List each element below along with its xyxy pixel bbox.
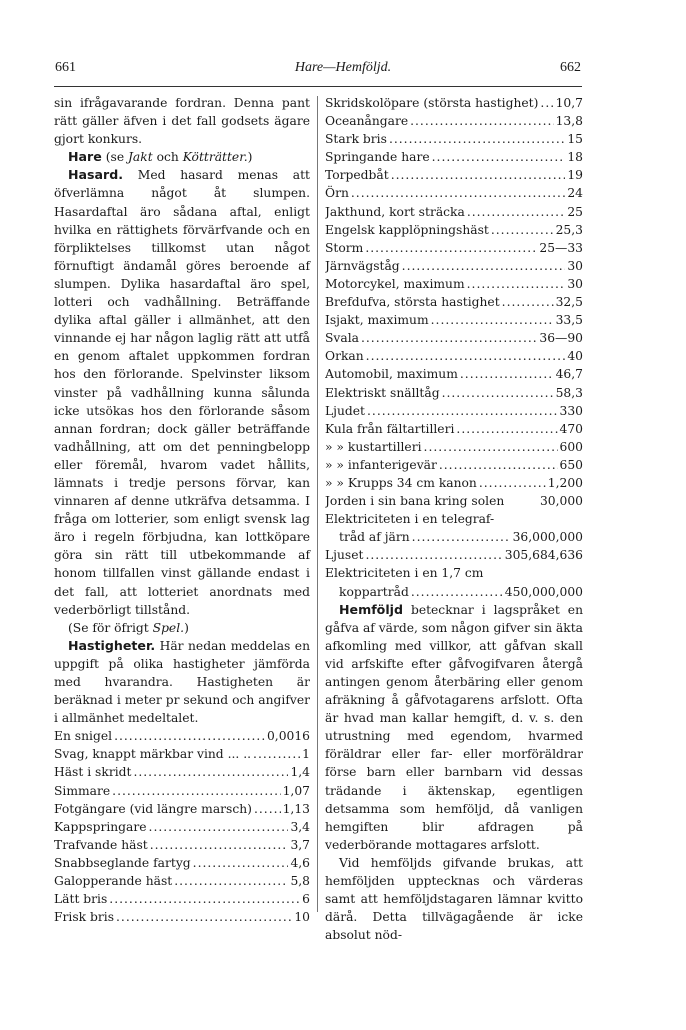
leader-dots bbox=[174, 872, 288, 890]
page-number-right: 662 bbox=[560, 60, 581, 75]
speed-value: 36—90 bbox=[539, 331, 583, 346]
speed-row bbox=[325, 112, 583, 130]
speed-label: Elektriskt snälltåg bbox=[325, 385, 440, 400]
leader-dots bbox=[365, 239, 537, 257]
leader-dots bbox=[114, 727, 265, 745]
speed-label: Ljudet bbox=[325, 403, 365, 418]
speed-row bbox=[54, 854, 310, 872]
speed-value: 46,7 bbox=[555, 367, 583, 382]
speed-label: Frisk bris bbox=[54, 910, 115, 925]
leader-dots bbox=[456, 420, 557, 438]
speed-value: 30,000 bbox=[539, 494, 583, 509]
headword-hemfoljd: Hemföljd bbox=[339, 601, 403, 617]
speed-value: 36,000,000 bbox=[512, 530, 583, 545]
speed-label: Oceanångare bbox=[325, 114, 409, 129]
speed-label: Simmare bbox=[54, 783, 111, 798]
column-divider bbox=[317, 96, 318, 912]
leader-dots bbox=[402, 257, 566, 275]
speed-label: Skridskolöpare (största hastighet) bbox=[325, 96, 539, 110]
speed-row bbox=[325, 184, 583, 202]
speed-row bbox=[325, 438, 583, 456]
hare-text: (se bbox=[101, 150, 128, 165]
speed-value: 650 bbox=[559, 457, 583, 472]
speed-value: 40 bbox=[567, 349, 583, 364]
speed-value: 10,7 bbox=[555, 96, 583, 110]
entry-hasard bbox=[54, 166, 310, 618]
leader-dots bbox=[460, 365, 554, 383]
leader-dots bbox=[412, 528, 511, 546]
speed-value: 1,200 bbox=[547, 475, 583, 490]
speed-row bbox=[325, 166, 583, 184]
page-number-left: 661 bbox=[55, 60, 76, 75]
intro-line: gjort konkurs. bbox=[54, 132, 143, 147]
hasard-text: Med hasard menas att öfverlämna något åt slumpen. Hasardaftal äro sådana aftal, enligt hvilka en rättighets förvärfvande och en förpliktelses tillkomst utan något förnuftigt ändamål göres beroende af slumpen. Dylika hasardaftal äro spel, lotteri och vadhållning. Beträffande dylika aftal gäller i allmänhet, att den vinnande ej har någon laglig rätt att utfå en genom aftalet uppkommen fordran hos den förlorande. Spelvinster liksom vinster på vadhållning kunna sålunda icke utsökas hos den förlorande såsom annan fordran; dock gäller beträffande vadhållning, att om det penningbelopp eller föremål, hvarom vadet hållits, lämnats i tredje persons förvar, kan vinnaren af denne utkräfva detsamma. I fråga om lotterier, som enligt svensk lag äro i regeln förbjudna, kan lottköpare göra sin rätt till utbekommande af honom tillfallen vinst gällande endast i det fall, att lotteriet anordnats med vederbörligt tillstånd. bbox=[54, 168, 310, 617]
speed-label: Isjakt, maximum bbox=[325, 313, 429, 328]
speed-table-right bbox=[325, 94, 583, 492]
speed-value: 25 bbox=[567, 204, 583, 219]
speed-value: 58,3 bbox=[555, 385, 583, 400]
leader-dots bbox=[253, 745, 300, 763]
left-column bbox=[54, 94, 310, 926]
speed-label: Svala bbox=[325, 331, 359, 346]
ref-kottratter: Kötträtter. bbox=[182, 150, 248, 165]
speed-value: 3,4 bbox=[290, 819, 310, 834]
leader-dots bbox=[366, 347, 566, 365]
leader-dots bbox=[133, 763, 288, 781]
speed-label: Torpedbåt bbox=[325, 168, 389, 183]
speed-row bbox=[325, 257, 583, 275]
speed-row bbox=[54, 800, 310, 818]
hare-text: ) bbox=[247, 150, 253, 165]
speed-value: 1 bbox=[302, 747, 310, 762]
leader-dots bbox=[112, 782, 280, 800]
leader-dots bbox=[442, 384, 554, 402]
speed-row bbox=[54, 745, 310, 763]
speed-label: » » infanterigevär bbox=[325, 457, 437, 472]
leader-dots bbox=[502, 293, 554, 311]
speed-label: Automobil, maximum bbox=[325, 367, 458, 382]
leader-dots bbox=[254, 800, 281, 818]
speed-label: Jorden i sin bana kring solen bbox=[325, 494, 505, 509]
leader-dots bbox=[479, 474, 546, 492]
leader-dots bbox=[391, 166, 566, 184]
leader-dots bbox=[367, 402, 558, 420]
leader-dots bbox=[411, 583, 503, 601]
leader-dots bbox=[351, 184, 565, 202]
speed-label: Häst i skridt bbox=[54, 765, 132, 780]
speed-value: 1,07 bbox=[282, 783, 310, 798]
leader-dots bbox=[389, 130, 565, 148]
speed-row bbox=[325, 420, 583, 438]
headword-hastigheter: Hastigheter. bbox=[68, 637, 156, 653]
speed-row bbox=[325, 583, 583, 601]
leader-dots bbox=[109, 890, 300, 908]
speed-row bbox=[325, 275, 583, 293]
page-header bbox=[0, 60, 686, 82]
hemfoljd-continuation: Vid hemföljds gifvande brukas, att hemföljden upptecknas och värderas samt att hemföljdstagaren lämnar kvitto därå. Detta tillvägagående är icke absolut nöd- bbox=[325, 855, 583, 943]
speed-label: » » Krupps 34 cm kanon bbox=[325, 475, 477, 490]
leader-dots bbox=[432, 148, 566, 166]
speed-label: Elektriciteten i en 1,7 cm bbox=[325, 566, 484, 581]
speed-value: 18 bbox=[567, 150, 583, 165]
hare-text: och bbox=[152, 150, 183, 165]
leader-dots bbox=[439, 456, 558, 474]
leader-dots bbox=[540, 94, 553, 112]
speed-row bbox=[54, 872, 310, 890]
speed-row bbox=[54, 890, 310, 908]
speed-label: Örn bbox=[325, 186, 349, 201]
see-also-spel bbox=[54, 619, 310, 637]
speed-row bbox=[325, 456, 583, 474]
leader-dots bbox=[116, 908, 292, 926]
leader-dots bbox=[150, 836, 289, 854]
speed-label: Järnvägståg bbox=[325, 258, 400, 273]
speed-label: En snigel bbox=[54, 729, 113, 744]
leader-dots bbox=[365, 546, 502, 564]
speed-row-ljuset bbox=[325, 546, 583, 564]
header-rule bbox=[54, 86, 582, 87]
speed-row bbox=[325, 293, 583, 311]
speed-value: 25—33 bbox=[539, 240, 583, 255]
speed-value: 15 bbox=[567, 132, 583, 147]
speed-label: Kappspringare bbox=[54, 819, 147, 834]
speed-value: 305,684,636 bbox=[504, 548, 583, 563]
speed-row bbox=[325, 528, 583, 546]
speed-value: 470 bbox=[559, 421, 583, 436]
running-title: Hare—Hemföljd. bbox=[294, 60, 392, 75]
leader-dots bbox=[467, 275, 566, 293]
entry-hastigheter bbox=[54, 637, 310, 727]
speed-row bbox=[325, 94, 583, 112]
speed-row bbox=[325, 311, 583, 329]
speed-value: 19 bbox=[567, 168, 583, 183]
see-also-text: ) bbox=[184, 620, 189, 635]
speed-value: 1,13 bbox=[282, 801, 310, 816]
leader-dots bbox=[431, 311, 554, 329]
speed-row bbox=[54, 908, 310, 926]
speed-row bbox=[325, 347, 583, 365]
speed-value: 3,7 bbox=[290, 837, 310, 852]
speed-value: 0,0016 bbox=[266, 729, 310, 744]
speed-value: 24 bbox=[567, 186, 583, 201]
speed-row bbox=[325, 365, 583, 383]
speed-row bbox=[54, 727, 310, 745]
leader-dots bbox=[193, 854, 289, 872]
intro-line: rätt gäller äfven i det fall godsets ägare bbox=[54, 114, 310, 129]
speed-label: Galopperande häst bbox=[54, 874, 173, 889]
speed-row-jorden bbox=[325, 492, 583, 510]
speed-koppar bbox=[325, 564, 583, 600]
speed-label: Engelsk kapplöpningshäst bbox=[325, 222, 489, 237]
speed-label: Springande hare bbox=[325, 150, 430, 165]
see-also-text: (Se för öfrigt bbox=[68, 620, 153, 635]
speed-value: 32,5 bbox=[555, 295, 583, 310]
speed-table-left bbox=[54, 727, 310, 926]
intro-paragraph bbox=[54, 94, 310, 148]
speed-value: 30 bbox=[567, 276, 583, 291]
speed-row bbox=[54, 836, 310, 854]
speed-label: Jakthund, kort sträcka bbox=[325, 204, 465, 219]
speed-value: 6 bbox=[302, 892, 310, 907]
speed-label: Storm bbox=[325, 240, 364, 255]
leader-dots bbox=[361, 329, 537, 347]
speed-row bbox=[325, 130, 583, 148]
speed-row bbox=[325, 221, 583, 239]
speed-label: Snabbseglande fartyg bbox=[54, 855, 191, 870]
speed-value: 33,5 bbox=[555, 313, 583, 328]
speed-label: Svag, knappt märkbar vind ... .. bbox=[54, 747, 252, 762]
speed-row bbox=[325, 384, 583, 402]
entry-hare bbox=[54, 148, 310, 166]
speed-row bbox=[54, 818, 310, 836]
speed-row bbox=[325, 402, 583, 420]
leader-dots bbox=[410, 112, 554, 130]
ref-jakt: Jakt bbox=[128, 150, 153, 165]
speed-label: Orkan bbox=[325, 349, 364, 364]
speed-value: 13,8 bbox=[555, 114, 583, 129]
speed-row bbox=[325, 329, 583, 347]
ref-spel: Spel. bbox=[152, 620, 185, 635]
speed-value: 330 bbox=[559, 403, 583, 418]
speed-telegraf bbox=[325, 510, 583, 546]
speed-row bbox=[325, 474, 583, 492]
speed-row bbox=[325, 239, 583, 257]
speed-value: 5,8 bbox=[290, 874, 310, 889]
speed-value: 10 bbox=[294, 910, 310, 925]
speed-label: Brefdufva, största hastighet bbox=[325, 295, 500, 310]
speed-value: 450,000,000 bbox=[504, 584, 583, 599]
speed-label: Lätt bris bbox=[54, 892, 108, 907]
headword-hare: Hare bbox=[68, 149, 102, 165]
speed-value: 30 bbox=[567, 258, 583, 273]
speed-label: Ljuset bbox=[325, 548, 364, 563]
entry-hemfoljd bbox=[325, 601, 583, 854]
leader-dots bbox=[424, 438, 558, 456]
speed-label: Fotgängare (vid längre marsch) bbox=[54, 801, 252, 816]
hastigheter-text: Här nedan meddelas en uppgift på olika hastigheter jämförda med hvarandra. Hastigheten är beräknad i meter pr sekund och angifver i allmänhet medeltalet. bbox=[54, 638, 310, 726]
speed-value: 1,4 bbox=[290, 765, 310, 780]
speed-row bbox=[325, 148, 583, 166]
leader-dots bbox=[491, 221, 554, 239]
speed-label: tråd af järn bbox=[339, 530, 410, 545]
speed-label: Stark bris bbox=[325, 132, 387, 147]
speed-value: 25,3 bbox=[555, 222, 583, 237]
speed-label: Elektriciteten i en telegraf- bbox=[325, 512, 495, 527]
speed-row bbox=[54, 763, 310, 781]
intro-line: sin ifrågavarande fordran. Denna pant bbox=[54, 96, 310, 110]
speed-row bbox=[325, 203, 583, 221]
speed-label: koppartråd bbox=[339, 584, 409, 599]
speed-value: 4,6 bbox=[290, 855, 310, 870]
speed-label: Kula från fältartilleri bbox=[325, 421, 455, 436]
leader-dots bbox=[149, 818, 289, 836]
speed-row bbox=[54, 782, 310, 800]
leader-dots bbox=[467, 203, 566, 221]
right-column bbox=[325, 94, 583, 944]
headword-hasard: Hasard. bbox=[68, 167, 124, 183]
speed-label: Motorcykel, maximum bbox=[325, 276, 465, 291]
hemfoljd-text: betecknar i lagspråket en gåfva af värde, som någon gifver sin äkta afkomling med villkor, att gåfvan skall vid arfskifte efter gåfvogifvaren återgå antingen genom återbäring eller genom afräkning å gåfvotagarens arfslott. Ofta är hvad man kallar hemgift, d. v. s. den utrustning med egendom, hvarmed föräldrar eller far- eller morföräldrar förse barn eller barnbarn vid dessas trädande i äktenskap, egentligen detsamma som hemföljd, då vanligen hemgiften blir afdragen på vederbörande mottagares arfslott. bbox=[325, 602, 583, 852]
speed-label: » » kustartilleri bbox=[325, 439, 422, 454]
speed-label: Trafvande häst bbox=[54, 837, 148, 852]
speed-value: 600 bbox=[559, 439, 583, 454]
